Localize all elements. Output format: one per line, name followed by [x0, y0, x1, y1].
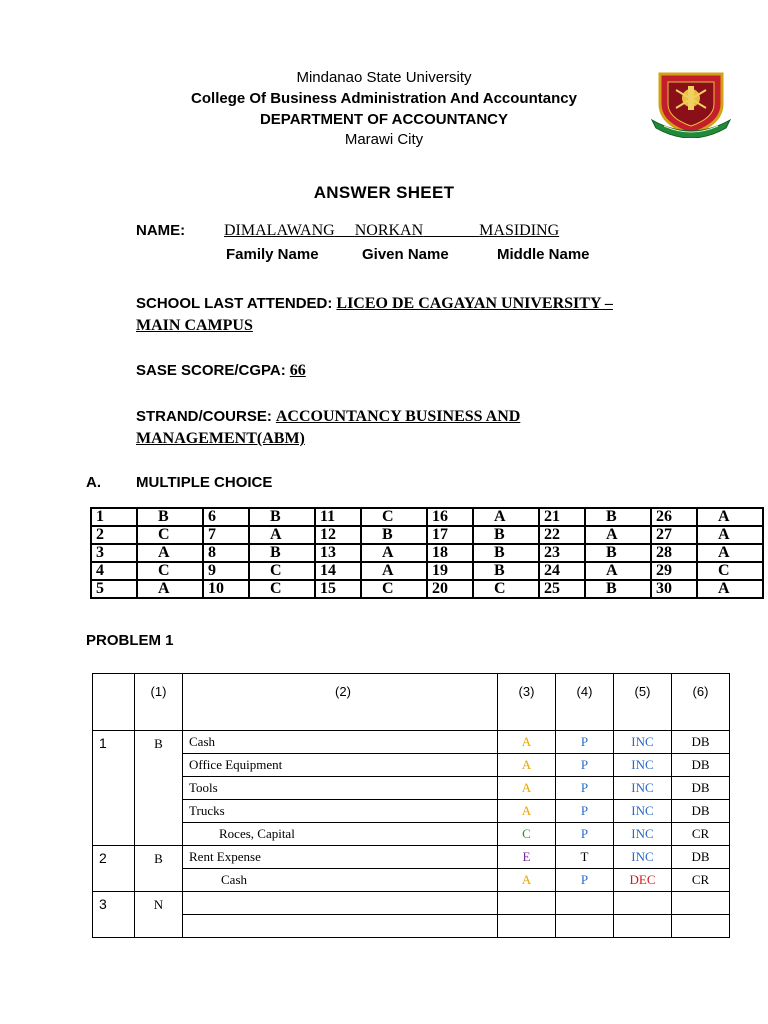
- mc-answer: A: [697, 526, 763, 544]
- problem1-col-4: P: [556, 823, 614, 846]
- problem1-col-5: INC: [614, 823, 672, 846]
- mc-answer: A: [137, 544, 203, 562]
- transaction-type-text: N: [153, 897, 164, 912]
- mc-answer: C: [473, 580, 539, 598]
- school-field: [136, 293, 696, 337]
- problem1-col-4: P: [556, 800, 614, 823]
- strand-label: STRAND/COURSE:: [136, 408, 272, 425]
- mc-item-number: 11: [315, 508, 361, 526]
- school-label: SCHOOL LAST ATTENDED:: [136, 295, 333, 312]
- problem1-col-4: [556, 915, 614, 938]
- mc-answer: A: [585, 526, 651, 544]
- transaction-type: [135, 731, 183, 846]
- mc-item-number: 12: [315, 526, 361, 544]
- problem1-title: PROBLEM 1: [86, 632, 174, 649]
- mc-item-number: 27: [651, 526, 697, 544]
- mc-item-number: 10: [203, 580, 249, 598]
- mc-item-number: 21: [539, 508, 585, 526]
- account-name: Trucks: [183, 800, 498, 823]
- mc-item-number: 26: [651, 508, 697, 526]
- problem1-col-5: [614, 915, 672, 938]
- mc-row: [91, 580, 763, 598]
- mc-answer: B: [473, 544, 539, 562]
- given-name-text: NORKAN: [354, 222, 424, 239]
- problem1-col-3: C: [498, 823, 556, 846]
- mc-answer: B: [249, 544, 315, 562]
- problem1-row: [93, 731, 730, 754]
- problem1-row: [93, 823, 730, 846]
- problem1-col-6: CR: [672, 823, 730, 846]
- problem1-header-cell: (2): [183, 674, 498, 731]
- problem1-col-6: DB: [672, 846, 730, 869]
- problem1-col-4: P: [556, 869, 614, 892]
- account-name: [183, 915, 498, 938]
- problem1-col-5: INC: [614, 754, 672, 777]
- department-name: DEPARTMENT OF ACCOUNTANCY: [259, 111, 509, 128]
- mc-item-number: 19: [427, 562, 473, 580]
- mc-answer: B: [361, 526, 427, 544]
- mc-answer: A: [697, 580, 763, 598]
- mc-answer: B: [249, 508, 315, 526]
- mc-item-number: 29: [651, 562, 697, 580]
- mc-item-number: 24: [539, 562, 585, 580]
- mc-answer: C: [249, 580, 315, 598]
- problem1-col-6: DB: [672, 800, 730, 823]
- transaction-type-text: B: [154, 736, 163, 751]
- mc-row: [91, 544, 763, 562]
- account-name: Rent Expense: [183, 846, 498, 869]
- mc-answer: A: [585, 562, 651, 580]
- mc-item-number: 7: [203, 526, 249, 544]
- mc-answer: B: [585, 508, 651, 526]
- college-name: College Of Business Administration And Accountancy: [191, 90, 577, 107]
- school-value-line1: LICEO DE CAGAYAN UNIVERSITY –: [336, 295, 613, 312]
- mc-item-number: 6: [203, 508, 249, 526]
- mc-item-number: 15: [315, 580, 361, 598]
- mc-answer: A: [249, 526, 315, 544]
- problem1-header-row: [93, 674, 730, 731]
- mc-item-number: 4: [91, 562, 137, 580]
- mc-row: [91, 526, 763, 544]
- problem1-header-cell: [93, 674, 135, 731]
- middle-name-caption: Middle Name: [497, 246, 590, 263]
- mc-answer: A: [137, 580, 203, 598]
- problem1-row: [93, 869, 730, 892]
- mc-answer: B: [585, 580, 651, 598]
- problem1-row: [93, 777, 730, 800]
- mc-answer: B: [473, 562, 539, 580]
- mc-item-number: 2: [91, 526, 137, 544]
- multiple-choice-table: [90, 507, 764, 599]
- account-name: Office Equipment: [183, 754, 498, 777]
- problem1-col-6: DB: [672, 777, 730, 800]
- university-seal-icon: [650, 68, 732, 138]
- problem1-col-6: DB: [672, 731, 730, 754]
- problem1-col-6: [672, 892, 730, 915]
- mc-answer: A: [697, 508, 763, 526]
- problem1-row: [93, 846, 730, 869]
- mc-item-number: 25: [539, 580, 585, 598]
- mc-item-number: 30: [651, 580, 697, 598]
- transaction-number: [93, 892, 135, 938]
- mc-answer: C: [697, 562, 763, 580]
- family-name-value: [224, 222, 559, 239]
- university-name: Mindanao State University: [296, 69, 472, 86]
- mc-item-number: 14: [315, 562, 361, 580]
- problem1-header-cell: (1): [135, 674, 183, 731]
- problem1-col-3: [498, 892, 556, 915]
- city-name: Marawi City: [344, 131, 424, 148]
- problem1-col-5: [614, 892, 672, 915]
- strand-value-line2: MANAGEMENT(ABM): [136, 430, 305, 447]
- mc-row: [91, 508, 763, 526]
- problem1-col-3: A: [498, 754, 556, 777]
- problem1-col-3: A: [498, 777, 556, 800]
- problem1-col-3: A: [498, 731, 556, 754]
- mc-item-number: 22: [539, 526, 585, 544]
- mc-item-number: 18: [427, 544, 473, 562]
- problem1-col-3: E: [498, 846, 556, 869]
- mc-answer: A: [361, 544, 427, 562]
- account-name: Cash: [183, 731, 498, 754]
- mc-item-number: 1: [91, 508, 137, 526]
- account-name: Roces, Capital: [183, 823, 498, 846]
- problem1-header-cell: (4): [556, 674, 614, 731]
- problem1-col-6: CR: [672, 869, 730, 892]
- problem1-col-5: DEC: [614, 869, 672, 892]
- score-value: 66: [289, 362, 306, 379]
- account-name: Tools: [183, 777, 498, 800]
- mc-item-number: 28: [651, 544, 697, 562]
- mc-answer: C: [361, 508, 427, 526]
- page-title: ANSWER SHEET: [313, 183, 455, 202]
- problem1-table: [92, 673, 730, 938]
- problem1-col-4: P: [556, 777, 614, 800]
- problem1-col-4: [556, 892, 614, 915]
- mc-item-number: 16: [427, 508, 473, 526]
- transaction-type: [135, 892, 183, 938]
- mc-answer: B: [585, 544, 651, 562]
- mc-item-number: 5: [91, 580, 137, 598]
- mc-answer: B: [473, 526, 539, 544]
- problem1-header-cell: (3): [498, 674, 556, 731]
- transaction-number: [93, 846, 135, 892]
- mc-item-number: 17: [427, 526, 473, 544]
- mc-item-number: 9: [203, 562, 249, 580]
- mc-row: [91, 562, 763, 580]
- middle-name-text: MASIDING: [479, 222, 560, 239]
- problem1-col-6: [672, 915, 730, 938]
- problem1-header-cell: (5): [614, 674, 672, 731]
- mc-answer: B: [137, 508, 203, 526]
- problem1-row: [93, 915, 730, 938]
- school-value-line2: MAIN CAMPUS: [136, 317, 253, 334]
- mc-item-number: 3: [91, 544, 137, 562]
- problem1-row: [93, 754, 730, 777]
- problem1-col-4: P: [556, 754, 614, 777]
- problem1-col-3: A: [498, 800, 556, 823]
- transaction-type-text: B: [154, 851, 163, 866]
- mc-answer: A: [361, 562, 427, 580]
- problem1-col-5: INC: [614, 800, 672, 823]
- problem1-row: [93, 892, 730, 915]
- strand-value-line1: ACCOUNTANCY BUSINESS AND: [275, 408, 521, 425]
- section-a-title: MULTIPLE CHOICE: [136, 474, 273, 491]
- given-name-caption: Given Name: [362, 246, 449, 263]
- section-a-letter: A.: [86, 474, 101, 491]
- transaction-type: [135, 846, 183, 892]
- transaction-number: [93, 731, 135, 846]
- problem1-col-3: [498, 915, 556, 938]
- mc-answer: A: [697, 544, 763, 562]
- problem1-col-5: INC: [614, 846, 672, 869]
- mc-answer: C: [137, 526, 203, 544]
- mc-item-number: 20: [427, 580, 473, 598]
- problem1-col-6: DB: [672, 754, 730, 777]
- account-name: [183, 892, 498, 915]
- account-name: Cash: [183, 869, 498, 892]
- score-label: SASE SCORE/CGPA:: [136, 362, 286, 379]
- mc-answer: C: [249, 562, 315, 580]
- family-name-caption: Family Name: [226, 246, 319, 263]
- problem1-header-cell: (6): [672, 674, 730, 731]
- transaction-number-text: 3: [99, 896, 107, 912]
- problem1-col-4: P: [556, 731, 614, 754]
- mc-answer: A: [473, 508, 539, 526]
- name-label: NAME:: [136, 222, 186, 239]
- transaction-number-text: 1: [99, 735, 107, 751]
- problem1-col-5: INC: [614, 777, 672, 800]
- transaction-number-text: 2: [99, 850, 107, 866]
- mc-item-number: 13: [315, 544, 361, 562]
- mc-item-number: 8: [203, 544, 249, 562]
- score-field: [136, 360, 306, 382]
- problem1-col-4: T: [556, 846, 614, 869]
- strand-field: [136, 406, 696, 450]
- mc-answer: C: [137, 562, 203, 580]
- problem1-row: [93, 800, 730, 823]
- name-values: [224, 222, 559, 240]
- mc-item-number: 23: [539, 544, 585, 562]
- family-name-text: DIMALAWANG: [224, 222, 335, 239]
- problem1-col-5: INC: [614, 731, 672, 754]
- mc-answer: C: [361, 580, 427, 598]
- problem1-col-3: A: [498, 869, 556, 892]
